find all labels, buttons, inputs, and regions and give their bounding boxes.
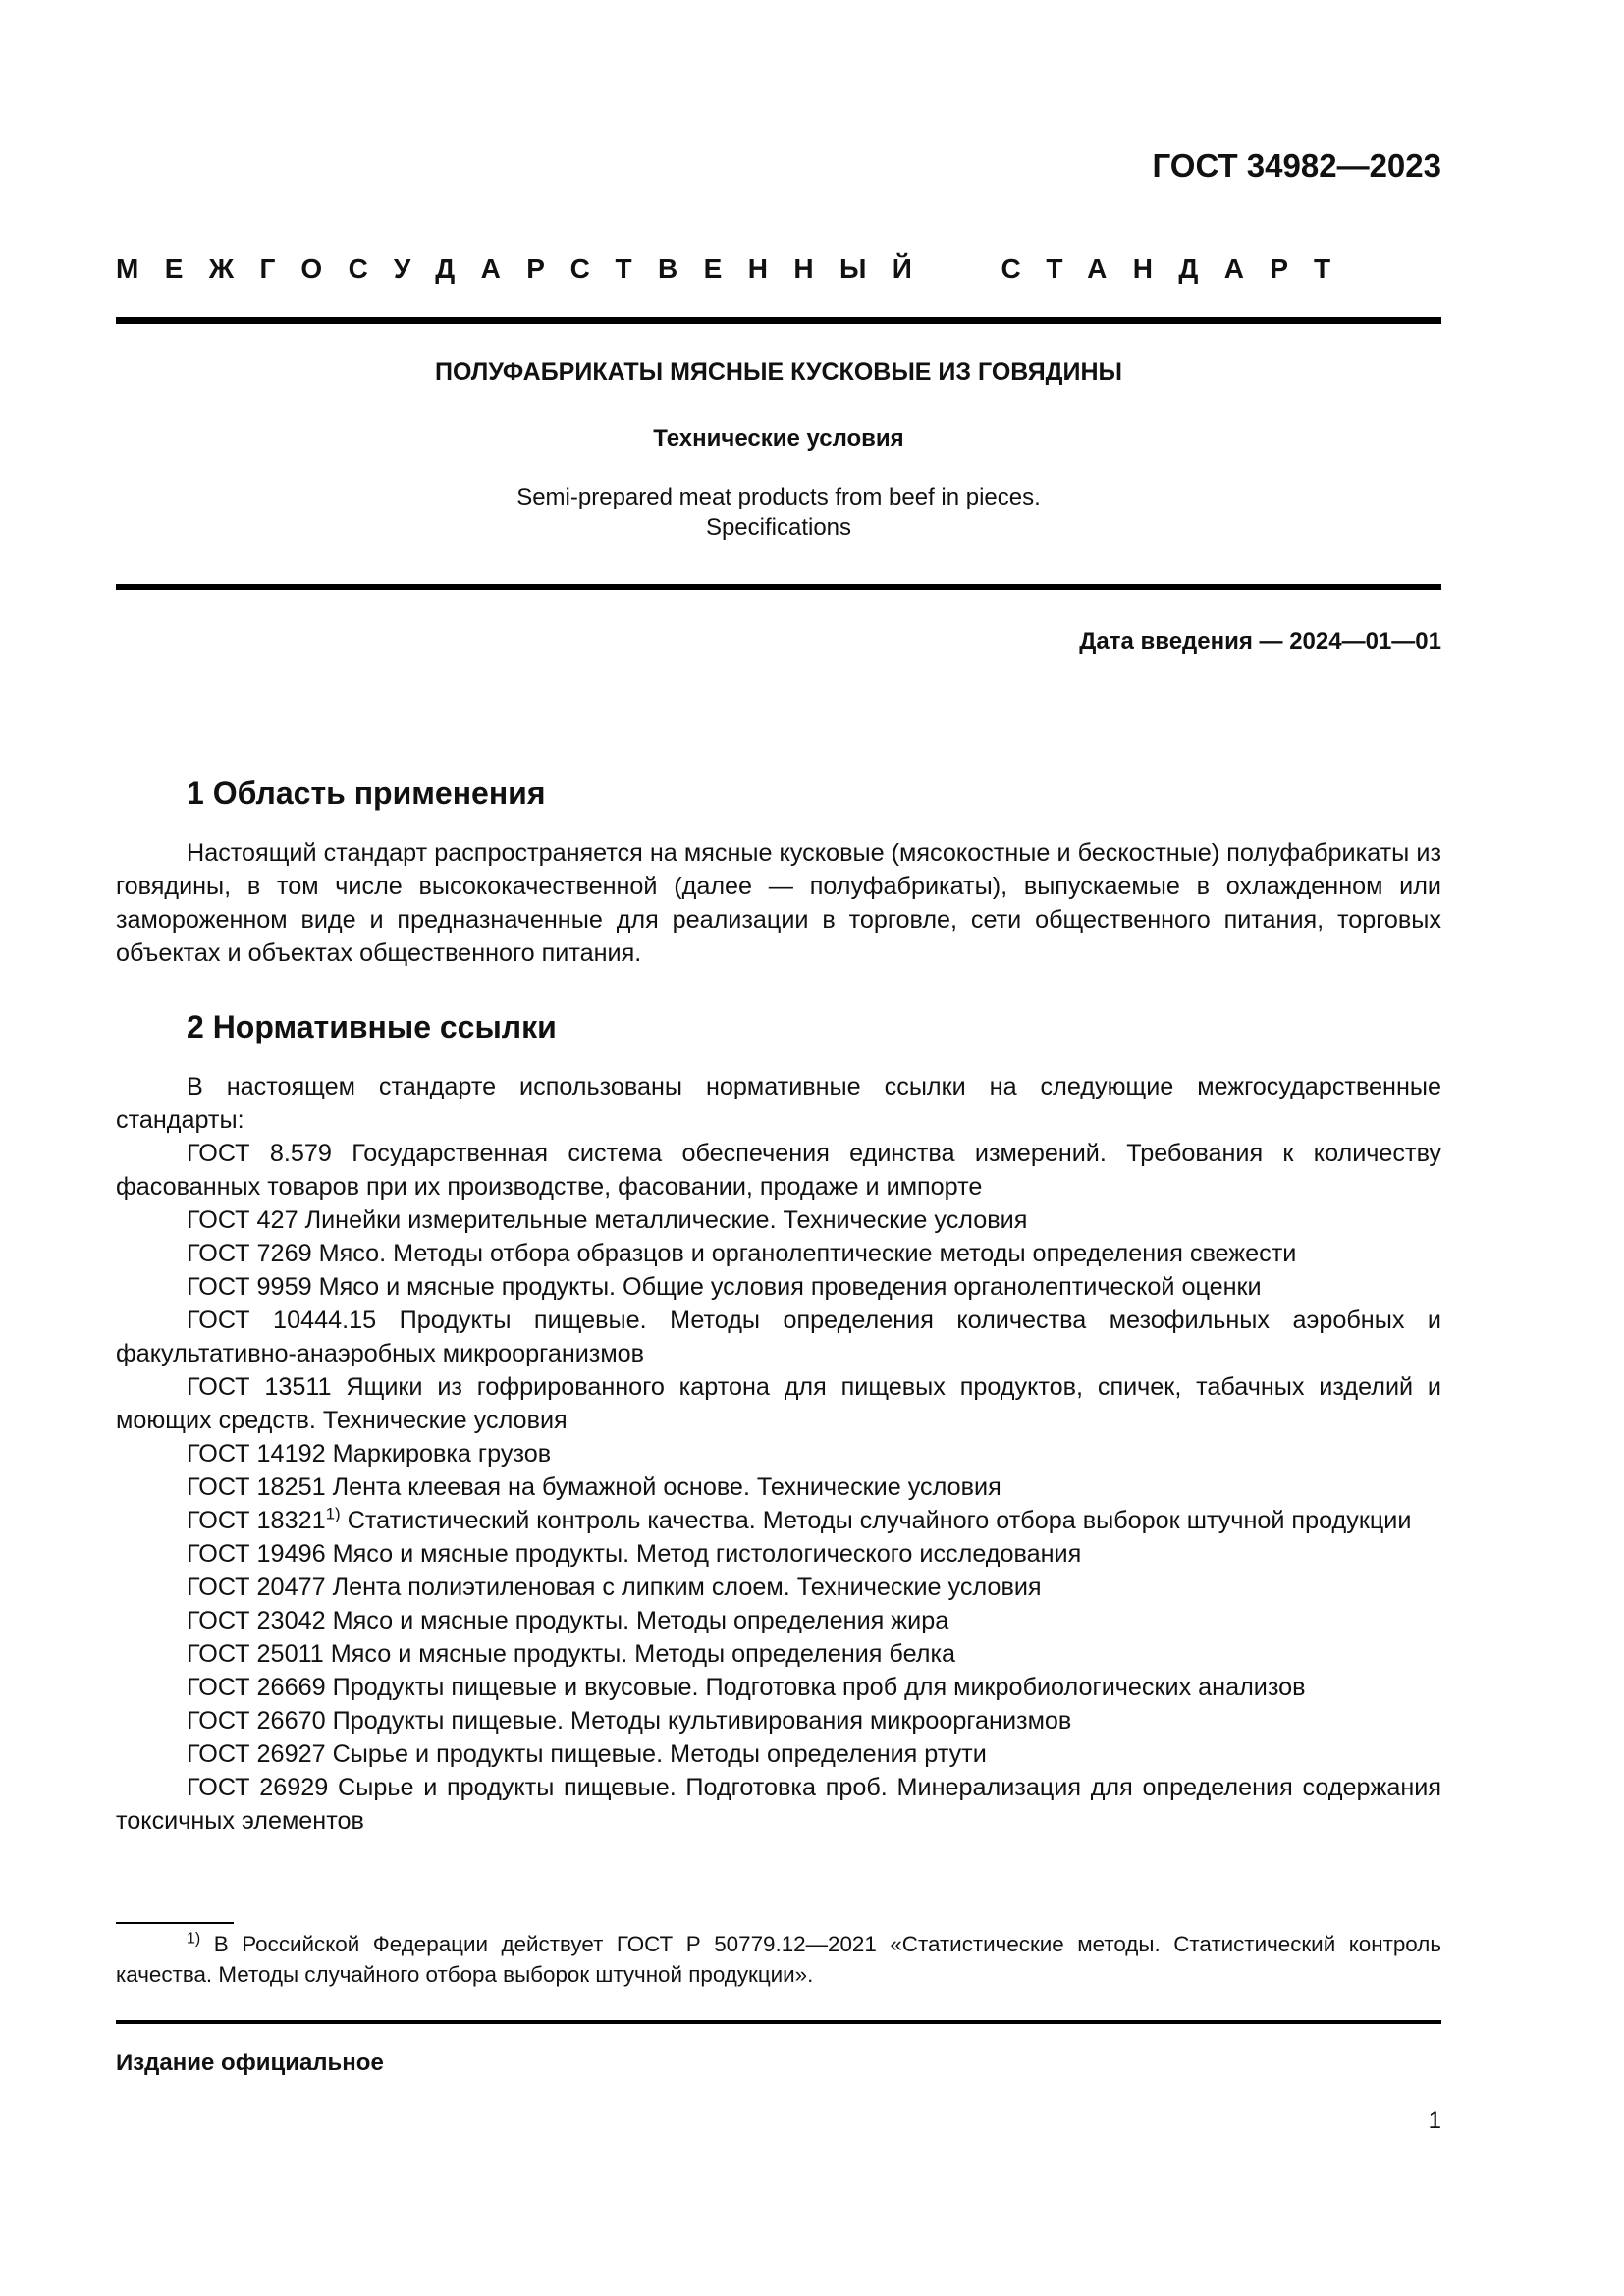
footer-rule	[116, 2020, 1441, 2024]
reference-item: ГОСТ 26927 Сырье и продукты пищевые. Методы определения ртути	[187, 1740, 987, 1768]
reference-item: ГОСТ 25011 Мясо и мясные продукты. Методы определения белка	[187, 1640, 956, 1668]
reference-item: ГОСТ 26929 Сырье и продукты пищевые. Подготовка проб. Минерализация для определения содержания токсичных элементов	[116, 1774, 1441, 1835]
reference-code: ГОСТ 18321	[187, 1507, 326, 1534]
title-rule	[116, 584, 1441, 590]
reference-item: ГОСТ 427 Линейки измерительные металлические. Технические условия	[187, 1206, 1028, 1234]
english-title-line-1: Semi-prepared meat products from beef in pieces.	[516, 484, 1041, 510]
normative-references	[116, 1070, 1441, 1838]
reference-item: ГОСТ 23042 Мясо и мясные продукты. Методы определения жира	[187, 1607, 949, 1634]
document-subtitle: Технические условия	[653, 425, 904, 452]
introduction-date: Дата введения — 2024—01—01	[1079, 628, 1441, 655]
document-designation: ГОСТ 34982—2023	[1152, 147, 1441, 184]
official-edition-label: Издание официальное	[116, 2050, 384, 2076]
reference-item: ГОСТ 14192 Маркировка грузов	[187, 1440, 552, 1468]
reference-item: ГОСТ 26670 Продукты пищевые. Методы культивирования микроорганизмов	[187, 1707, 1072, 1735]
reference-item: ГОСТ 10444.15 Продукты пищевые. Методы определения количества мезофильных аэробных и факультативно-анаэробных микроорганизмов	[116, 1307, 1441, 1367]
reference-item: ГОСТ 26669 Продукты пищевые и вкусовые. Подготовка проб для микробиологических анализов	[187, 1674, 1306, 1701]
page-number: 1	[1428, 2108, 1441, 2134]
reference-item: ГОСТ 20477 Лента полиэтиленовая с липким слоем. Технические условия	[187, 1574, 1042, 1601]
section-1-heading: 1 Область применения	[187, 775, 546, 811]
reference-item: ГОСТ 19496 Мясо и мясные продукты. Метод гистологического исследования	[187, 1540, 1082, 1568]
reference-item: ГОСТ 18251 Лента клеевая на бумажной основе. Технические условия	[187, 1473, 1001, 1501]
section-2-heading: 2 Нормативные ссылки	[187, 1009, 557, 1044]
footnote-marker: 1)	[187, 1930, 201, 1948]
section-1-paragraph: Настоящий стандарт распространяется на мясные кусковые (мясокостные и бескостные) полуфабрикаты из говядины, в том числе высококачественной (далее — полуфабрикаты), выпускаемые в охлажденном или замороженном виде и предназначенные для реализации в торговле, сети общественного питания, торговых объектах и объектах общественного питания.	[116, 839, 1441, 967]
reference-item: ГОСТ 7269 Мясо. Методы отбора образцов и органолептические методы определения свежести	[187, 1240, 1297, 1267]
reference-item: ГОСТ 9959 Мясо и мясные продукты. Общие условия проведения органолептической оценки	[187, 1273, 1262, 1301]
standard-category	[116, 253, 1441, 285]
footnote-separator	[116, 1922, 234, 1924]
footnote-marker[interactable]: 1)	[325, 1504, 341, 1523]
reference-item: ГОСТ 8.579 Государственная система обеспечения единства измерений. Требования к количеству фасованных товаров при их производстве, фасовании, продаже и импорте	[116, 1140, 1441, 1201]
header-rule	[116, 317, 1441, 324]
standard-category-text: МЕЖГОСУДАРСТВЕННЫЙ СТАНДАРТ	[116, 253, 1357, 284]
document-title: ПОЛУФАБРИКАТЫ МЯСНЫЕ КУСКОВЫЕ ИЗ ГОВЯДИНЫ	[435, 358, 1122, 386]
footnote	[116, 1929, 1441, 1990]
reference-item: ГОСТ 13511 Ящики из гофрированного картона для пищевых продуктов, спичек, табачных изделий и моющих средств. Технические условия	[116, 1373, 1441, 1434]
references-intro: В настоящем стандарте использованы нормативные ссылки на следующие межгосударственные стандарты:	[116, 1073, 1441, 1134]
footnote-text: В Российской Федерации действует ГОСТ Р 50779.12—2021 «Статистические методы. Статистический контроль качества. Методы случайного отбора выборок штучной продукции».	[116, 1932, 1441, 1987]
reference-text: Статистический контроль качества. Методы случайного отбора выборок штучной продукции	[340, 1507, 1412, 1534]
reference-item-18321	[116, 1504, 1441, 1537]
english-title-line-2: Specifications	[705, 514, 852, 541]
